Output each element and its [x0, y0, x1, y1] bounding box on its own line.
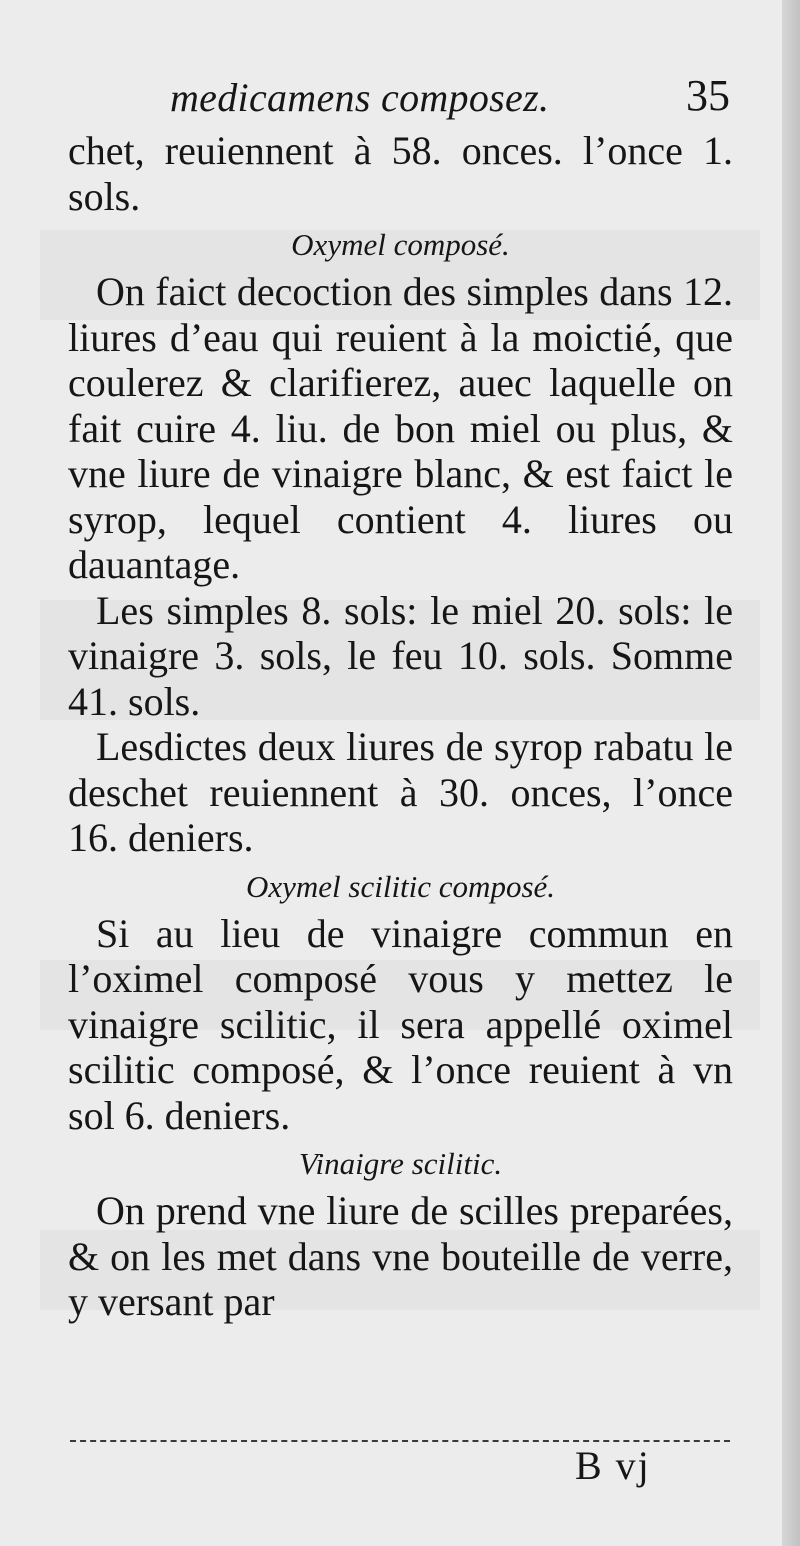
body-text: [68, 128, 733, 1325]
page-header: [170, 70, 730, 130]
paragraph-oxymel-scilitic: Si au lieu de vinaigre commun en l’oximel composé vous y mettez le vinaigre scilitic, il sera appellé oximel scilitic composé, & l’once reuient à vn sol 6. deniers.: [68, 910, 733, 1138]
section-heading-vinaigre-scilitic: Vinaigre scilitic.: [298, 1146, 503, 1181]
paragraph-oxymel-yield: Lesdictes deux liures de syrop rabatu le deschet reuiennent à 30. onces, l’once 16. deniers.: [68, 724, 733, 860]
paragraph-oxymel-costs: Les simples 8. sols: le miel 20. sols: le vinaigre 3. sols, le feu 10. sols. Somme 41. sols.: [68, 587, 733, 724]
section-heading-oxymel-scilitic: Oxymel scilitic composé.: [245, 868, 556, 904]
paragraph-continuation: chet, reuiennent à 58. onces. l’once 1. sols.: [68, 128, 733, 219]
section-heading-oxymel: Oxymel composé.: [291, 227, 510, 262]
running-head: medicamens composez.: [170, 75, 550, 120]
page-number: 35: [686, 71, 730, 120]
page-edge: [782, 0, 800, 1546]
paragraph-oxymel-recipe: On faict decoction des simples dans 12. liures d’eau qui reuient à la moictié, que coulerez & clarifierez, auec laquelle on fait cuire 4. liu. de bon miel ou plus, & vne liure de vinaigre blanc, & est faict le syrop, lequel contient 4. liures ou dauantage.: [68, 269, 733, 587]
signature-mark: B vj: [575, 1443, 651, 1488]
paragraph-vinaigre-scilitic: On prend vne liure de scilles preparées, & on les met dans vne bouteille de verre, y versant par: [68, 1188, 733, 1324]
